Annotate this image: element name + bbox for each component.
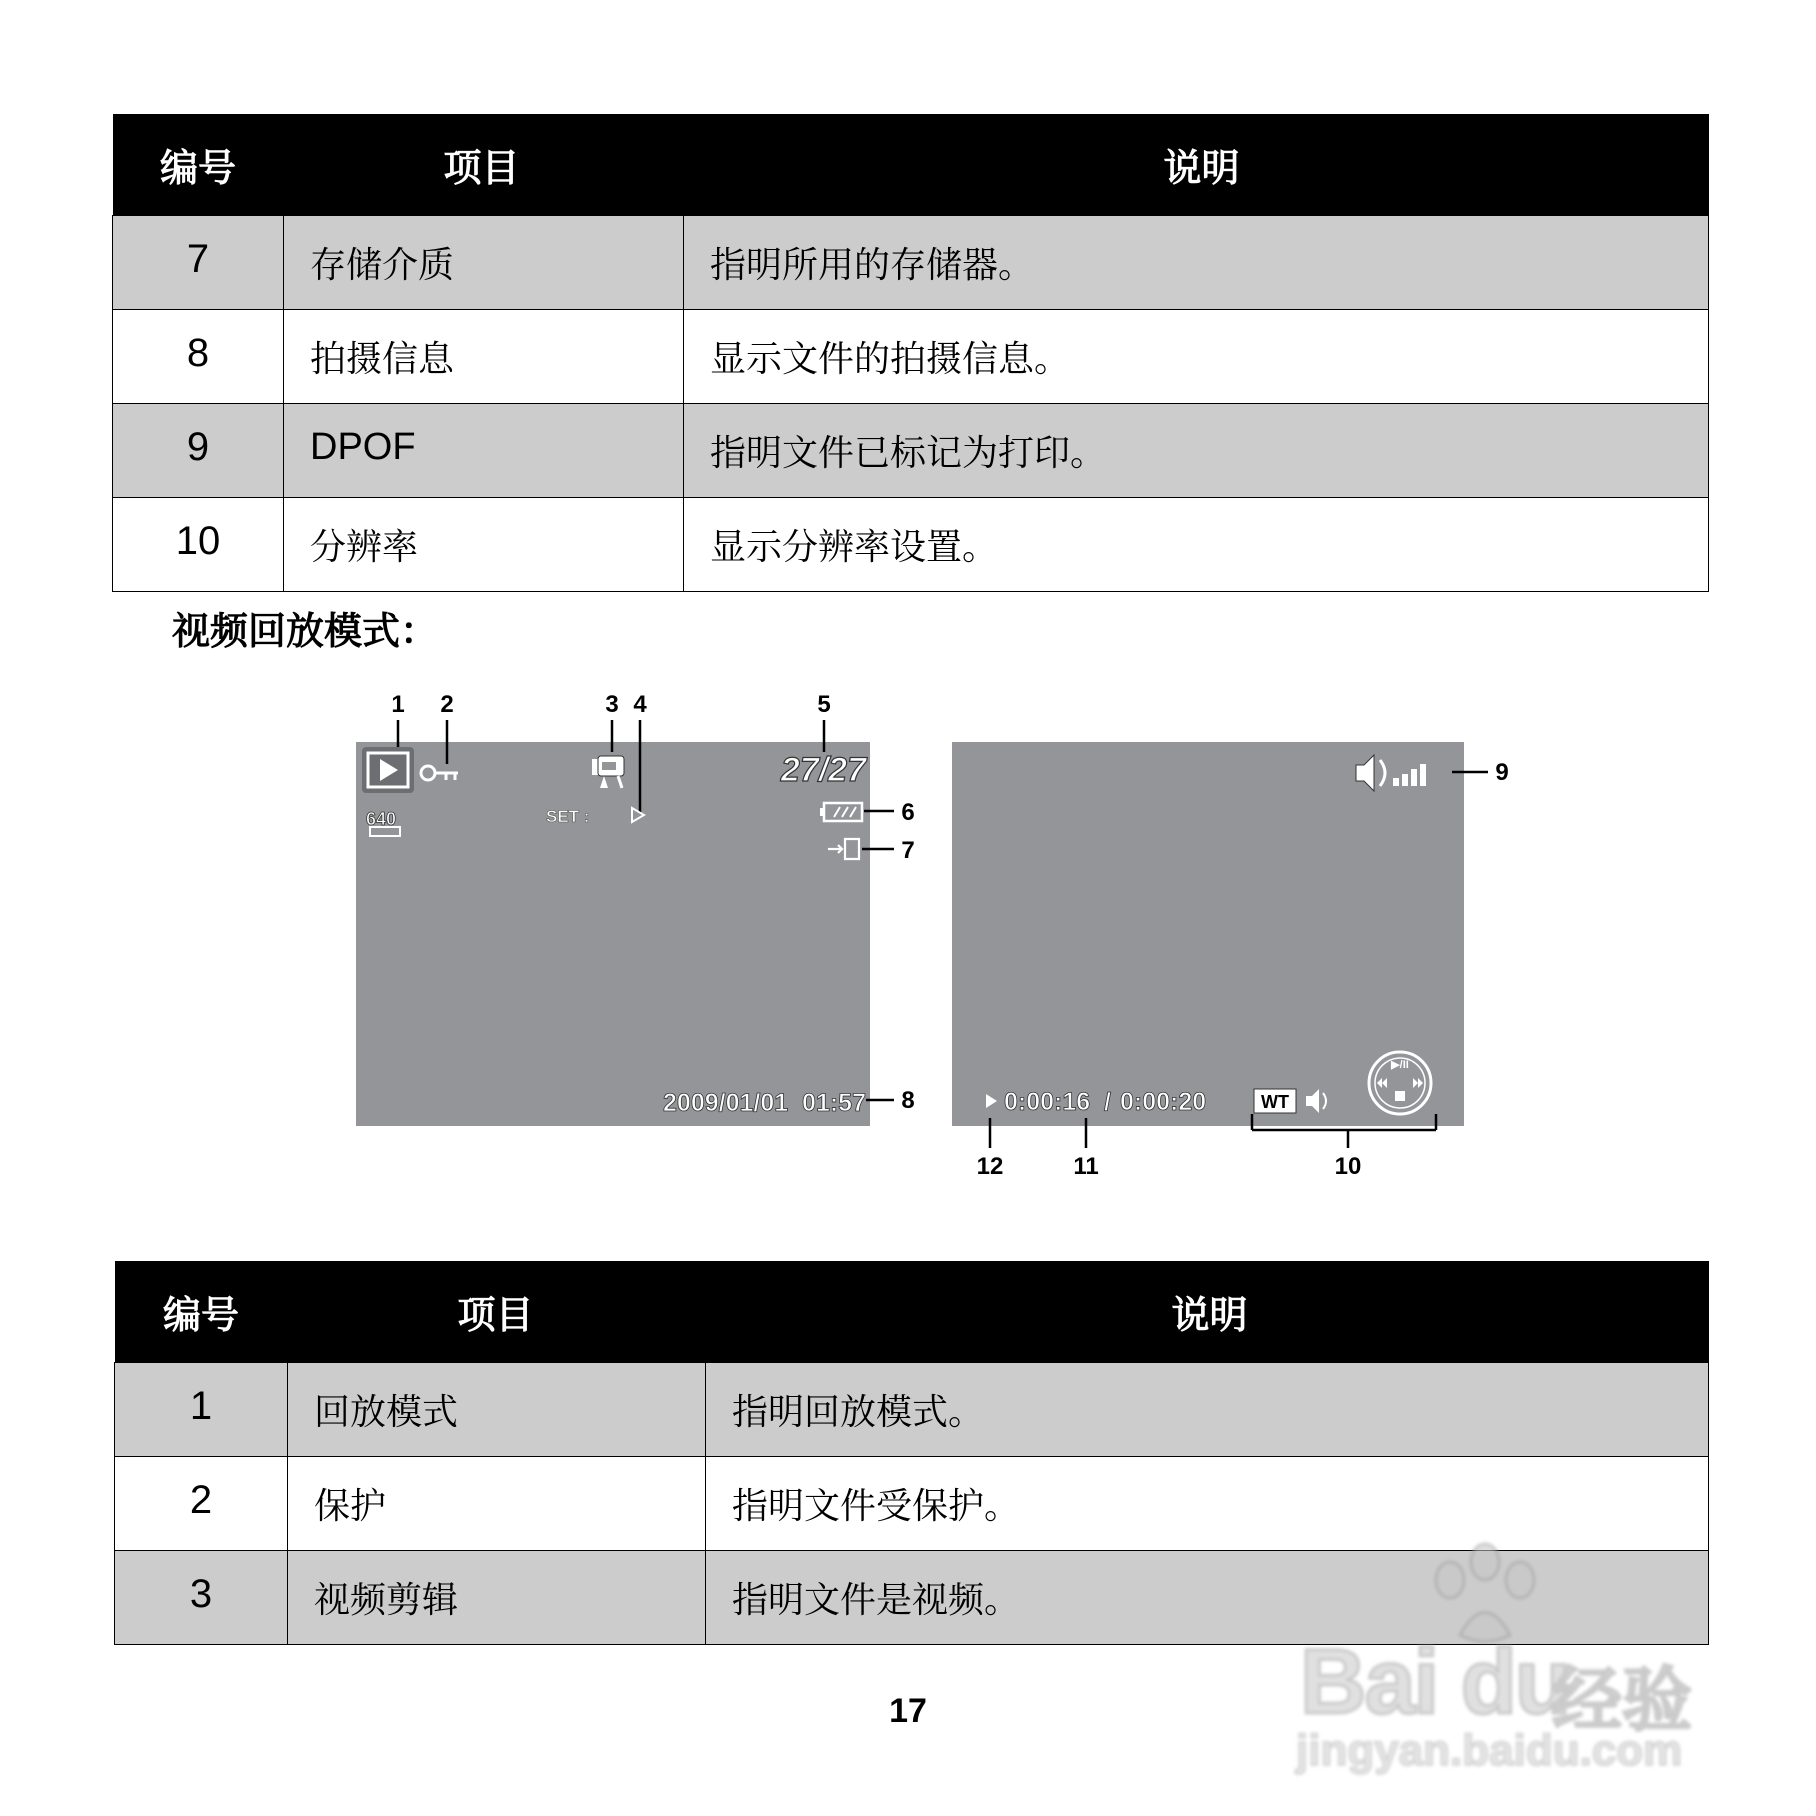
callout-9: 9 <box>1495 759 1509 786</box>
svg-text:▶/II: ▶/II <box>1391 1059 1409 1071</box>
left-lcd-screen <box>356 742 870 1126</box>
row-item: DPOF <box>284 404 684 498</box>
image-counter: 27/27 <box>780 751 866 789</box>
row-number: 1 <box>115 1363 288 1457</box>
watermark-brand: Bai du <box>1300 1631 1570 1733</box>
table-row <box>115 1363 1709 1457</box>
row-item: 保护 <box>288 1457 706 1551</box>
row-item: 拍摄信息 <box>284 310 684 404</box>
col-header-number: 编号 <box>115 1261 288 1363</box>
table-row <box>113 216 1709 310</box>
info-table-top <box>112 114 1709 592</box>
col-header-item: 项目 <box>284 114 684 216</box>
svg-text:640: 640 <box>366 809 397 829</box>
time-separator: / <box>1104 1088 1111 1116</box>
table-row <box>115 1457 1709 1551</box>
row-description: 指明回放模式。 <box>706 1363 1709 1457</box>
callout-10: 10 <box>1334 1153 1362 1180</box>
row-number: 10 <box>113 498 284 592</box>
callout-5: 5 <box>817 691 831 718</box>
col-header-description: 说明 <box>706 1261 1709 1363</box>
svg-text:SET :: SET : <box>546 807 590 826</box>
row-description: 指明文件是视频。 <box>706 1551 1709 1645</box>
watermark-url: jingyan.baidu.com <box>1296 1726 1683 1775</box>
right-lcd-screen <box>952 742 1464 1126</box>
table-row <box>113 310 1709 404</box>
svg-text:WT: WT <box>1261 1092 1289 1112</box>
callout-11: 11 <box>1073 1153 1099 1180</box>
table-header-row <box>113 114 1709 216</box>
table-header-row <box>115 1261 1709 1363</box>
total-time: 0:00:20 <box>1120 1088 1207 1116</box>
callout-3: 3 <box>605 691 619 718</box>
row-description: 指明文件受保护。 <box>706 1457 1709 1551</box>
section-heading: 视频回放模式： <box>172 609 439 653</box>
video-playback-diagram <box>340 680 1540 1200</box>
row-number: 9 <box>113 404 284 498</box>
table-row <box>113 498 1709 592</box>
row-item: 存储介质 <box>284 216 684 310</box>
capture-datetime: 2009/01/01 01:57 <box>663 1089 866 1117</box>
page-number: 17 <box>889 1692 927 1730</box>
elapsed-time: 0:00:16 <box>1004 1088 1091 1116</box>
row-number: 7 <box>113 216 284 310</box>
callout-7: 7 <box>901 837 915 864</box>
table-row <box>113 404 1709 498</box>
row-description: 显示分辨率设置。 <box>684 498 1709 592</box>
callout-6: 6 <box>901 799 915 826</box>
callout-12: 12 <box>976 1153 1004 1180</box>
watermark-brand-cn: 经验 <box>1552 1659 1692 1741</box>
callout-2: 2 <box>440 691 454 718</box>
callout-1: 1 <box>391 691 405 718</box>
row-number: 2 <box>115 1457 288 1551</box>
col-header-item: 项目 <box>288 1261 706 1363</box>
row-item: 回放模式 <box>288 1363 706 1457</box>
row-number: 3 <box>115 1551 288 1645</box>
playback-mode-icon <box>362 747 414 793</box>
row-description: 显示文件的拍摄信息。 <box>684 310 1709 404</box>
row-item: 分辨率 <box>284 498 684 592</box>
col-header-description: 说明 <box>684 114 1709 216</box>
row-description: 指明所用的存储器。 <box>684 216 1709 310</box>
row-description: 指明文件已标记为打印。 <box>684 404 1709 498</box>
row-item: 视频剪辑 <box>288 1551 706 1645</box>
callout-4: 4 <box>633 691 647 718</box>
playback-time <box>1004 1088 1206 1116</box>
baidu-jingyan-watermark <box>1290 1540 1730 1775</box>
col-header-number: 编号 <box>113 114 284 216</box>
row-number: 8 <box>113 310 284 404</box>
zoom-wt-icon <box>1254 1089 1296 1113</box>
callout-8: 8 <box>901 1087 915 1114</box>
